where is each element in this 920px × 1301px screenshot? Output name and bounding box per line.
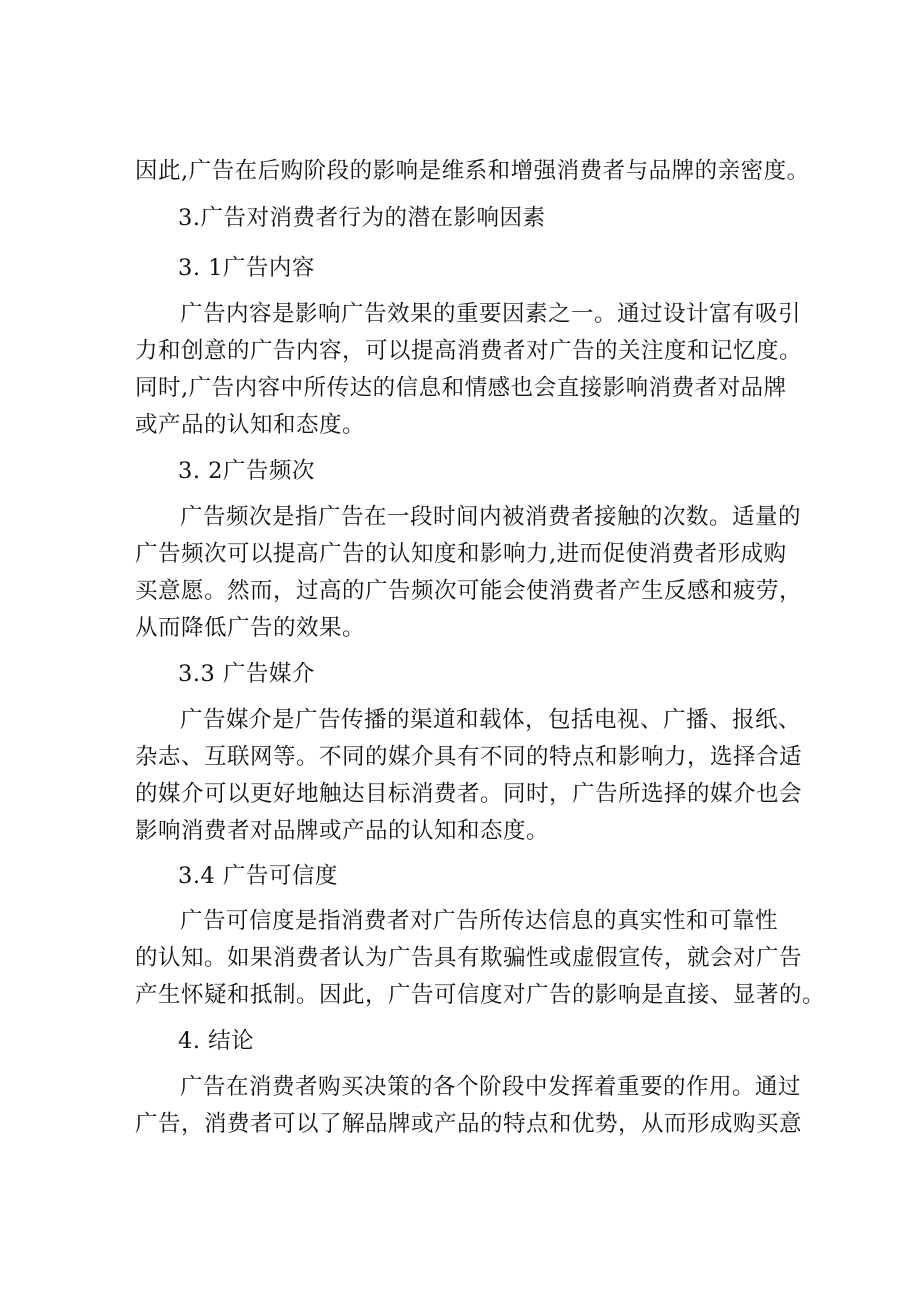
- section-3-heading: 3.广告对消费者行为的潜在影响因素: [178, 205, 546, 231]
- paragraph-line: 或产品的认知和态度。: [135, 412, 366, 438]
- paragraph-line: 从而降低广告的效果。: [135, 615, 366, 641]
- paragraph-line: 产生怀疑和抵制。因此，广告可信度对广告的影响是直接、显著的。: [135, 982, 826, 1008]
- paragraph-line: 买意愿。然而，过高的广告频次可能会使消费者产生反感和疲劳，: [135, 578, 803, 604]
- paragraph-line: 广告在消费者购买决策的各个阶段中发挥着重要的作用。通过: [180, 1074, 802, 1100]
- intro-line: 因此,广告在后购阶段的影响是维系和增强消费者与品牌的亲密度。: [135, 158, 810, 184]
- paragraph-line: 广告媒介是广告传播的渠道和载体，包括电视、广播、报纸、: [180, 707, 802, 733]
- paragraph-line: 力和创意的广告内容，可以提高消费者对广告的关注度和记忆度。: [135, 338, 803, 364]
- paragraph-line: 广告频次可以提高广告的认知度和影响力,进而促使消费者形成购: [135, 541, 787, 567]
- paragraph-line: 广告，消费者可以了解品牌或产品的特点和优势，从而形成购买意: [135, 1111, 803, 1137]
- paragraph-line: 杂志、互联网等。不同的媒介具有不同的特点和影响力，选择合适: [135, 744, 803, 770]
- paragraph-line: 同时,广告内容中所传达的信息和情感也会直接影响消费者对品牌: [135, 375, 787, 401]
- paragraph-line: 的媒介可以更好地触达目标消费者。同时，广告所选择的媒介也会: [135, 781, 803, 807]
- paragraph-line: 影响消费者对品牌或产品的认知和态度。: [135, 818, 550, 844]
- paragraph-line: 广告频次是指广告在一段时间内被消费者接触的次数。适量的: [180, 504, 802, 530]
- paragraph-line: 广告可信度是指消费者对广告所传达信息的真实性和可靠性: [180, 908, 779, 934]
- section-3-4-heading: 3.4 广告可信度: [178, 863, 338, 889]
- paragraph-line: 广告内容是影响广告效果的重要因素之一。通过设计富有吸引: [180, 301, 802, 327]
- section-3-2-heading: 3. 2广告频次: [178, 458, 315, 484]
- section-3-3-heading: 3.3 广告媒介: [178, 661, 315, 687]
- section-3-1-heading: 3. 1广告内容: [178, 255, 315, 281]
- paragraph-line: 的认知。如果消费者认为广告具有欺骗性或虚假宣传，就会对广告: [135, 945, 803, 971]
- section-4-heading: 4. 结论: [178, 1028, 255, 1054]
